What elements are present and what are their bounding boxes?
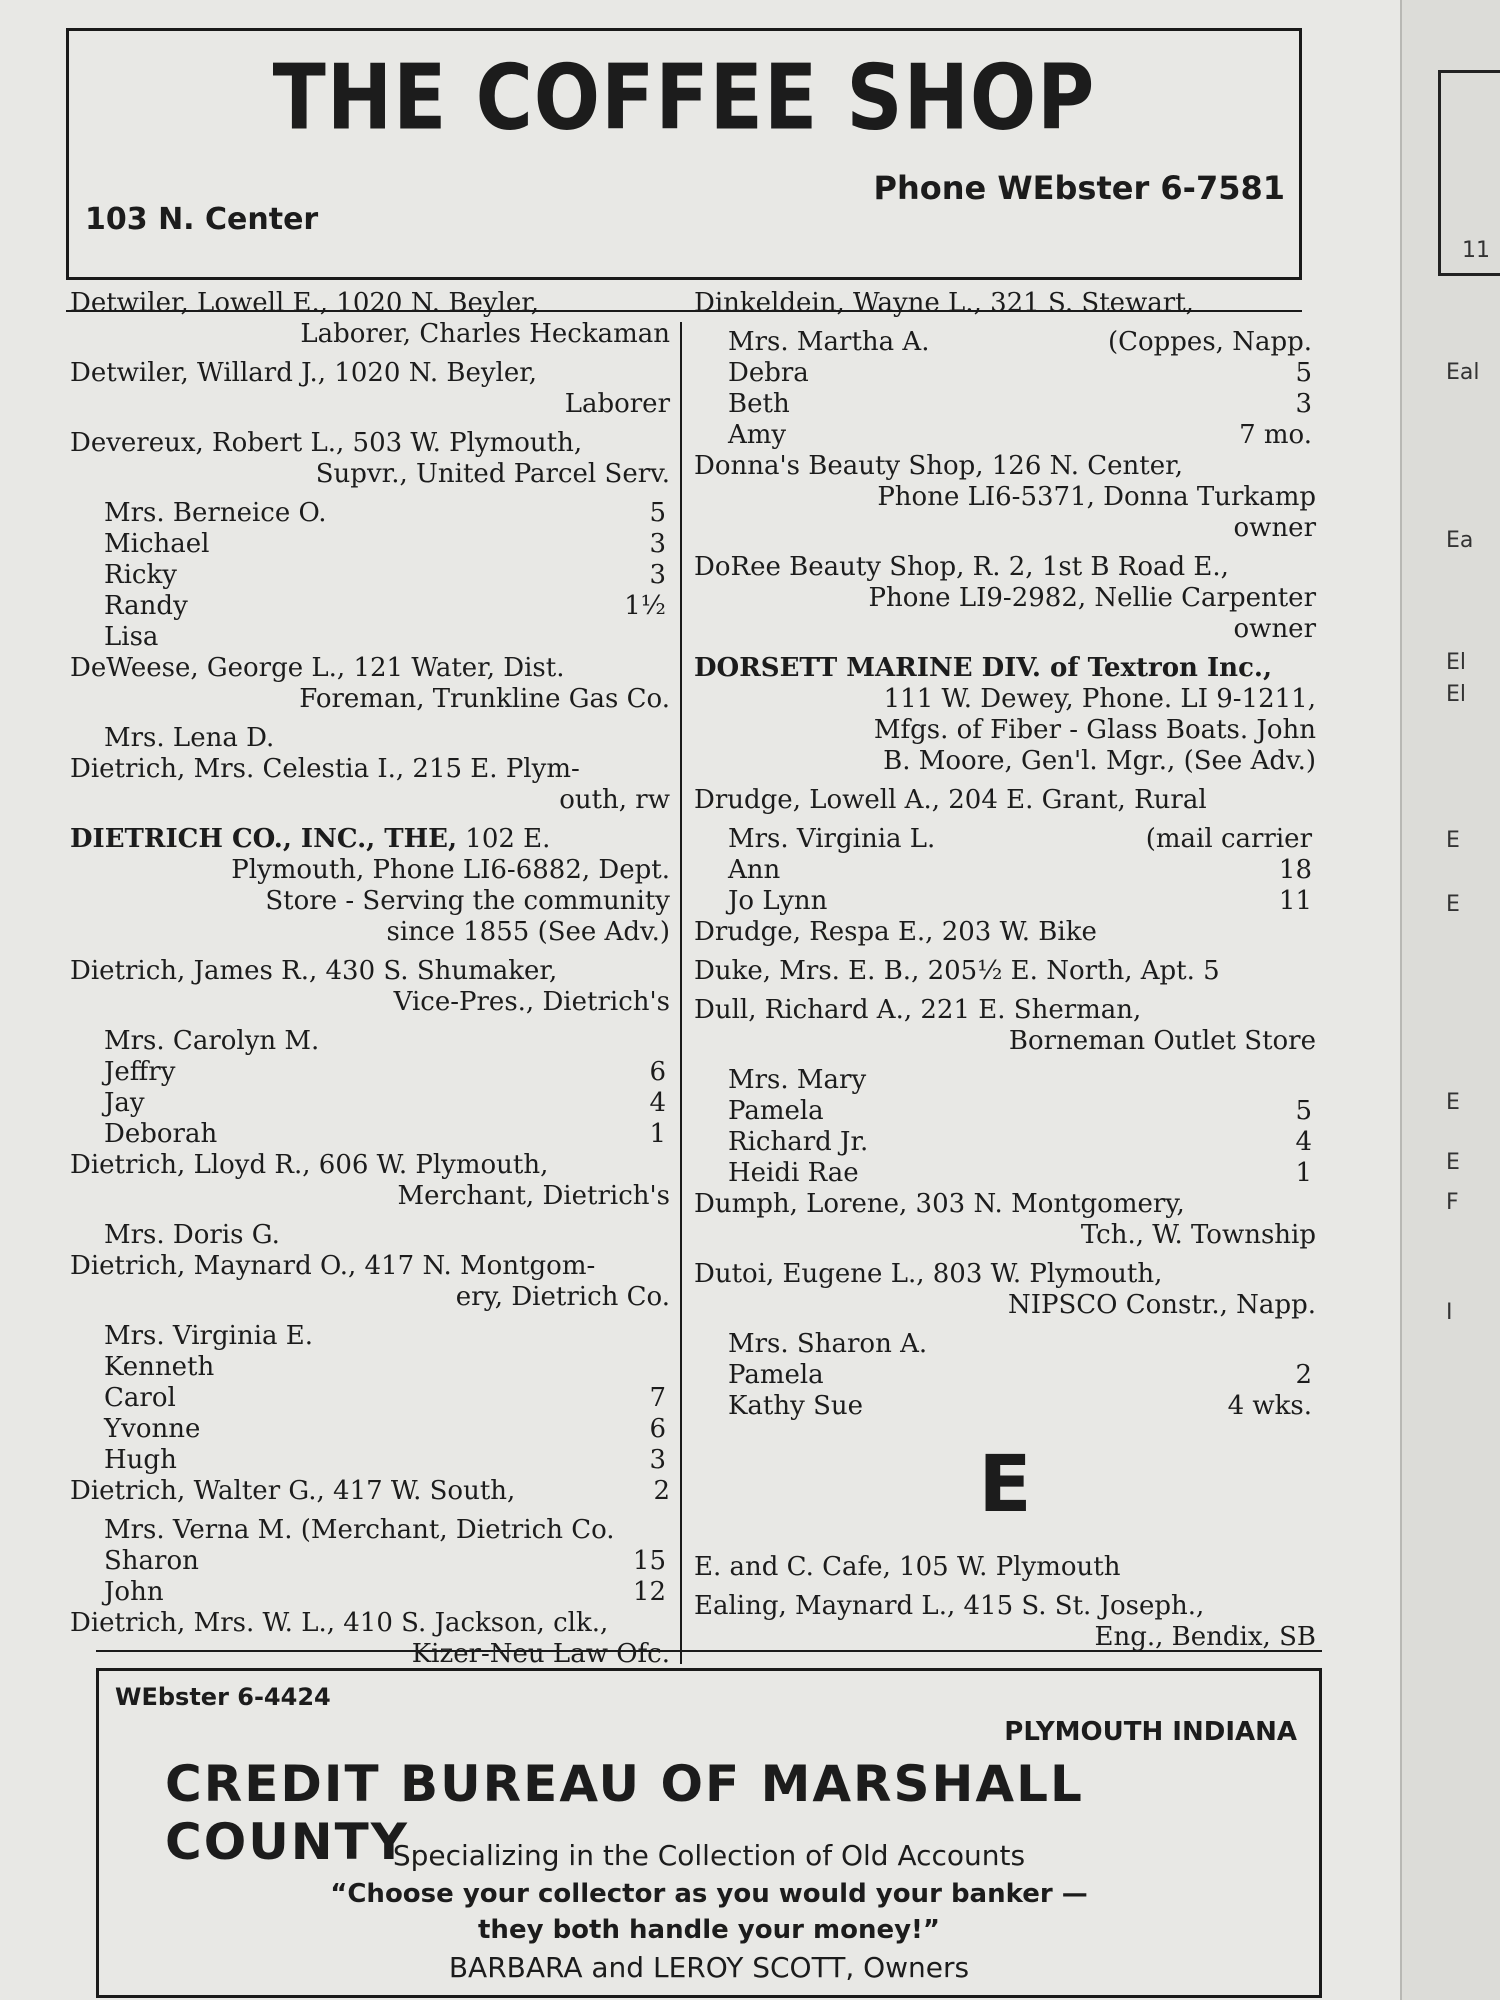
entry-line-1 [70, 1476, 670, 1507]
entry-line-1: DoRee Beauty Shop, R. 2, 1st B Road E., [694, 552, 1229, 582]
entry-line-1: Dietrich, James R., 430 S. Shumaker, [70, 956, 558, 986]
member-age: 4 [1295, 1127, 1312, 1157]
credit-bureau-name: CREDIT BUREAU OF MARSHALL COUNTY [165, 1755, 1084, 1871]
directory-entry [694, 995, 1316, 1057]
member-age [666, 1515, 670, 1546]
entry-line-1: Donna's Beauty Shop, 126 N. Center, [694, 451, 1183, 481]
member-age: 1 [649, 1119, 666, 1149]
family-member-row [70, 1515, 670, 1546]
family-member-row [70, 1088, 670, 1119]
column-divider [680, 322, 682, 1664]
member-name: Pamela [728, 1096, 824, 1126]
coffee-shop-address: 103 N. Center [85, 202, 319, 237]
business-entry [70, 824, 670, 948]
business-name: DORSETT MARINE DIV. of Textron Inc., [694, 653, 1273, 683]
member-name: Heidi Rae [728, 1158, 859, 1188]
member-name: Ricky [104, 560, 177, 590]
entry-continuation: Plymouth, Phone LI6-6882, Dept. [231, 855, 670, 885]
member-name: John [104, 1577, 164, 1607]
member-age: 6 [649, 1414, 666, 1444]
member-name: Mrs. Verna M. (Merchant, Dietrich Co. [104, 1515, 615, 1545]
family-member-row [694, 1158, 1316, 1189]
family-member-row [694, 1127, 1316, 1158]
edge-fragment: E [1446, 1150, 1460, 1175]
entry-continuation: Phone LI6-5371, Donna Turkamp [877, 482, 1316, 512]
entry-line-1: Dietrich, Lloyd R., 606 W. Plymouth, [70, 1150, 549, 1180]
directory-entry [70, 1251, 670, 1313]
family-member-row [694, 420, 1316, 451]
member-age: 5 [1295, 358, 1312, 388]
member-age: 6 [649, 1057, 666, 1087]
entry-continuation: since 1855 (See Adv.) [386, 917, 670, 947]
entry-continuation: ery, Dietrich Co. [455, 1282, 670, 1312]
left-column [70, 288, 670, 1678]
entry-continuation: Eng., Bendix, SB [1094, 1622, 1316, 1652]
entry-line-1: Dull, Richard A., 221 E. Sherman, [694, 995, 1142, 1025]
entry-line-1 [70, 824, 670, 855]
directory-entry [694, 1189, 1316, 1251]
edge-fragment: E [1446, 892, 1460, 917]
directory-entry [694, 785, 1316, 816]
entry-continuation: Borneman Outlet Store [1008, 1026, 1316, 1056]
member-name: Jo Lynn [728, 886, 828, 916]
member-name: Debra [728, 358, 809, 388]
member-name: Kenneth [104, 1352, 215, 1382]
member-name: Mrs. Virginia E. [104, 1321, 314, 1351]
credit-bureau-owners: BARBARA and LEROY SCOTT, Owners [448, 1951, 970, 1984]
member-age [1312, 1065, 1316, 1096]
directory-entry [694, 1591, 1316, 1653]
family-member-row [70, 1546, 670, 1577]
member-name: Mrs. Virginia L. [728, 824, 936, 854]
family-member-row [694, 1360, 1316, 1391]
entry-line-1: Drudge, Respa E., 203 W. Bike [694, 917, 1097, 947]
edge-fragment: 11 [1462, 238, 1490, 263]
family-member-row [70, 1057, 670, 1088]
member-name: Ann [728, 855, 781, 885]
entry-continuation: outh, rw [559, 785, 670, 815]
member-age [666, 1321, 670, 1352]
member-age: 15 [632, 1546, 666, 1576]
member-age: 7 [649, 1383, 666, 1413]
directory-entry [70, 1608, 670, 1670]
member-age: 18 [1278, 855, 1312, 885]
family-member-row [70, 1383, 670, 1414]
entry-continuation: NIPSCO Constr., Napp. [1007, 1290, 1316, 1320]
family-member-row [70, 1220, 670, 1251]
member-name: Randy [104, 591, 188, 621]
family-member-row [694, 886, 1316, 917]
member-name: Richard Jr. [728, 1127, 869, 1157]
family-member-row [694, 1096, 1316, 1127]
member-name: Lisa [104, 622, 159, 652]
member-age: 4 [649, 1088, 666, 1118]
member-name: Jeffry [104, 1057, 176, 1087]
entry-line-1: Devereux, Robert L., 503 W. Plymouth, [70, 428, 583, 458]
entry-continuation: B. Moore, Gen'l. Mgr., (See Adv.) [883, 746, 1316, 776]
directory-entry [70, 754, 670, 816]
business-name: DIETRICH CO., INC., THE, [70, 824, 458, 854]
entry-line-1: Detwiler, Willard J., 1020 N. Beyler, [70, 358, 538, 388]
entry-continuation: Kizer-Neu Law Ofc. [411, 1639, 670, 1669]
family-member-row [70, 723, 670, 754]
member-age: 7 mo. [1239, 420, 1312, 450]
entry-continuation: 111 W. Dewey, Phone. LI 9-1211, [883, 684, 1316, 714]
entry-text: Dietrich, Walter G., 417 W. South, [70, 1476, 516, 1506]
entry-continuation: Vice-Pres., Dietrich's [393, 987, 670, 1017]
member-name: Mrs. Sharon A. [728, 1329, 928, 1359]
directory-entry [70, 428, 670, 490]
family-member-row [694, 824, 1316, 855]
member-age [666, 1220, 670, 1251]
entry-continuation: Laborer [564, 389, 670, 419]
directory-entry [70, 1476, 670, 1507]
business-entry [694, 653, 1316, 777]
next-page-edge [1400, 0, 1500, 2000]
member-age [666, 622, 670, 653]
credit-bureau-city: PLYMOUTH INDIANA [1004, 1717, 1297, 1747]
member-name: Mrs. Carolyn M. [104, 1026, 320, 1056]
directory-entry [70, 288, 670, 350]
family-member-row [70, 1445, 670, 1476]
edge-fragment: I [1446, 1300, 1453, 1325]
directory-entry [694, 552, 1316, 645]
coffee-shop-phone: Phone WEbster 6-7581 [873, 169, 1285, 207]
member-age: 3 [1295, 389, 1312, 419]
member-age: 1½ [624, 591, 666, 621]
entry-continuation: Foreman, Trunkline Gas Co. [299, 684, 670, 714]
entry-line-1: E. and C. Cafe, 105 W. Plymouth [694, 1552, 1121, 1582]
member-age: 12 [632, 1577, 666, 1607]
directory-entry [694, 956, 1316, 987]
family-member-row [70, 1119, 670, 1150]
member-name: Carol [104, 1383, 176, 1413]
member-name: Jay [104, 1088, 145, 1118]
entry-line-1 [694, 653, 1316, 684]
edge-fragment: E [1446, 1090, 1460, 1115]
entry-continuation: Laborer, Charles Heckaman [300, 319, 670, 349]
family-member-row [70, 560, 670, 591]
family-member-row [694, 1329, 1316, 1360]
entry-line-1: DeWeese, George L., 121 Water, Dist. [70, 653, 565, 683]
family-member-row [70, 529, 670, 560]
member-name: Mrs. Berneice O. [104, 498, 327, 528]
member-name: Kathy Sue [728, 1391, 864, 1421]
right-column [694, 288, 1316, 1661]
entry-continuation: Store - Serving the community [265, 886, 670, 916]
member-age [666, 1352, 670, 1383]
family-member-row [694, 389, 1316, 420]
entry-line-1: Dumph, Lorene, 303 N. Montgomery, [694, 1189, 1185, 1219]
family-member-row [694, 358, 1316, 389]
entry-line-1: Dinkeldein, Wayne L., 321 S. Stewart, [694, 288, 1194, 318]
directory-entry [694, 451, 1316, 544]
member-age: 5 [1295, 1096, 1312, 1126]
edge-fragment: Ea [1446, 528, 1474, 553]
family-member-row [70, 622, 670, 653]
entry-continuation: Merchant, Dietrich's [397, 1181, 670, 1211]
member-name: Mrs. Lena D. [104, 723, 275, 753]
member-age: 2 [1295, 1360, 1312, 1390]
entry-continuation: Supvr., United Parcel Serv. [315, 459, 670, 489]
directory-entry [70, 956, 670, 1018]
credit-bureau-ad [96, 1668, 1322, 1998]
family-member-row [70, 591, 670, 622]
family-member-row [70, 1414, 670, 1445]
member-name: Amy [728, 420, 787, 450]
family-member-row [70, 498, 670, 529]
entry-line-1: Duke, Mrs. E. B., 205½ E. North, Apt. 5 [694, 956, 1220, 986]
credit-bureau-specializing: Specializing in the Collection of Old Accounts [392, 1839, 1026, 1872]
edge-fragment: Eal [1446, 360, 1480, 385]
coffee-shop-title: THE COFFEE SHOP [272, 47, 1096, 151]
member-name: Hugh [104, 1445, 177, 1475]
entry-line-1: Ealing, Maynard L., 415 S. St. Joseph., [694, 1591, 1205, 1621]
edge-fragment: El [1446, 650, 1467, 675]
member-age: (mail carrier [1145, 824, 1312, 854]
entry-line-1: Dutoi, Eugene L., 803 W. Plymouth, [694, 1259, 1163, 1289]
entry-line-1: Dietrich, Maynard O., 417 N. Montgom- [70, 1251, 596, 1281]
family-member-row [694, 855, 1316, 886]
directory-entry [694, 1552, 1316, 1583]
directory-entry [70, 1150, 670, 1212]
member-age: 4 wks. [1227, 1391, 1312, 1421]
member-age: 11 [1278, 886, 1312, 916]
entry-age: 2 [653, 1476, 670, 1506]
entry-continuation: Tch., W. Township [1080, 1220, 1316, 1250]
member-name: Mrs. Martha A. [728, 327, 930, 357]
member-age [666, 1026, 670, 1057]
entry-continuation: owner [1233, 614, 1316, 644]
family-member-row [694, 1391, 1316, 1422]
member-age [1312, 1329, 1316, 1360]
member-name: Michael [104, 529, 210, 559]
credit-bureau-phone: WEbster 6-4424 [115, 1683, 331, 1711]
member-age: 1 [1295, 1158, 1312, 1188]
directory-entry [70, 653, 670, 715]
credit-bureau-quote-2: they both handle your money!” [478, 1915, 940, 1945]
member-name: Beth [728, 389, 790, 419]
member-age: 3 [649, 529, 666, 559]
section-letter: E [978, 1440, 1032, 1530]
family-member-row [70, 1321, 670, 1352]
member-age: 5 [649, 498, 666, 528]
member-age: 3 [649, 1445, 666, 1475]
member-age [666, 723, 670, 754]
family-member-row [694, 1065, 1316, 1096]
credit-bureau-quote-1: “Choose your collector as you would your banker — [330, 1879, 1088, 1909]
entry-line-1: Dietrich, Mrs. Celestia I., 215 E. Plym- [70, 754, 580, 784]
member-name: Sharon [104, 1546, 199, 1576]
member-name: Mrs. Mary [728, 1065, 867, 1095]
entry-continuation: Phone LI9-2982, Nellie Carpenter [868, 583, 1316, 613]
entry-continuation: owner [1233, 513, 1316, 543]
member-name: Pamela [728, 1360, 824, 1390]
member-name: Deborah [104, 1119, 218, 1149]
family-member-row [70, 1577, 670, 1608]
member-age: 3 [649, 560, 666, 590]
entry-line-1: Detwiler, Lowell E., 1020 N. Beyler, [70, 288, 540, 318]
entry-line-1: Dietrich, Mrs. W. L., 410 S. Jackson, clk., [70, 1608, 609, 1638]
member-name: Mrs. Doris G. [104, 1220, 280, 1250]
entry-continuation: Mfgs. of Fiber - Glass Boats. John [873, 715, 1316, 745]
directory-entry [694, 1259, 1316, 1321]
entry-line-1-rest: 102 E. [457, 824, 551, 854]
edge-fragment: El [1446, 682, 1467, 707]
coffee-shop-ad [66, 28, 1302, 280]
family-member-row [70, 1352, 670, 1383]
edge-fragment: E [1446, 828, 1460, 853]
member-name: Yvonne [104, 1414, 201, 1444]
edge-fragment: F [1446, 1190, 1459, 1215]
family-member-row [694, 327, 1316, 358]
member-age: (Coppes, Napp. [1107, 327, 1312, 357]
entry-line-1: Drudge, Lowell A., 204 E. Grant, Rural [694, 785, 1207, 815]
directory-entry [70, 358, 670, 420]
family-member-row [70, 1026, 670, 1057]
directory-entry [694, 288, 1316, 319]
directory-entry [694, 917, 1316, 948]
